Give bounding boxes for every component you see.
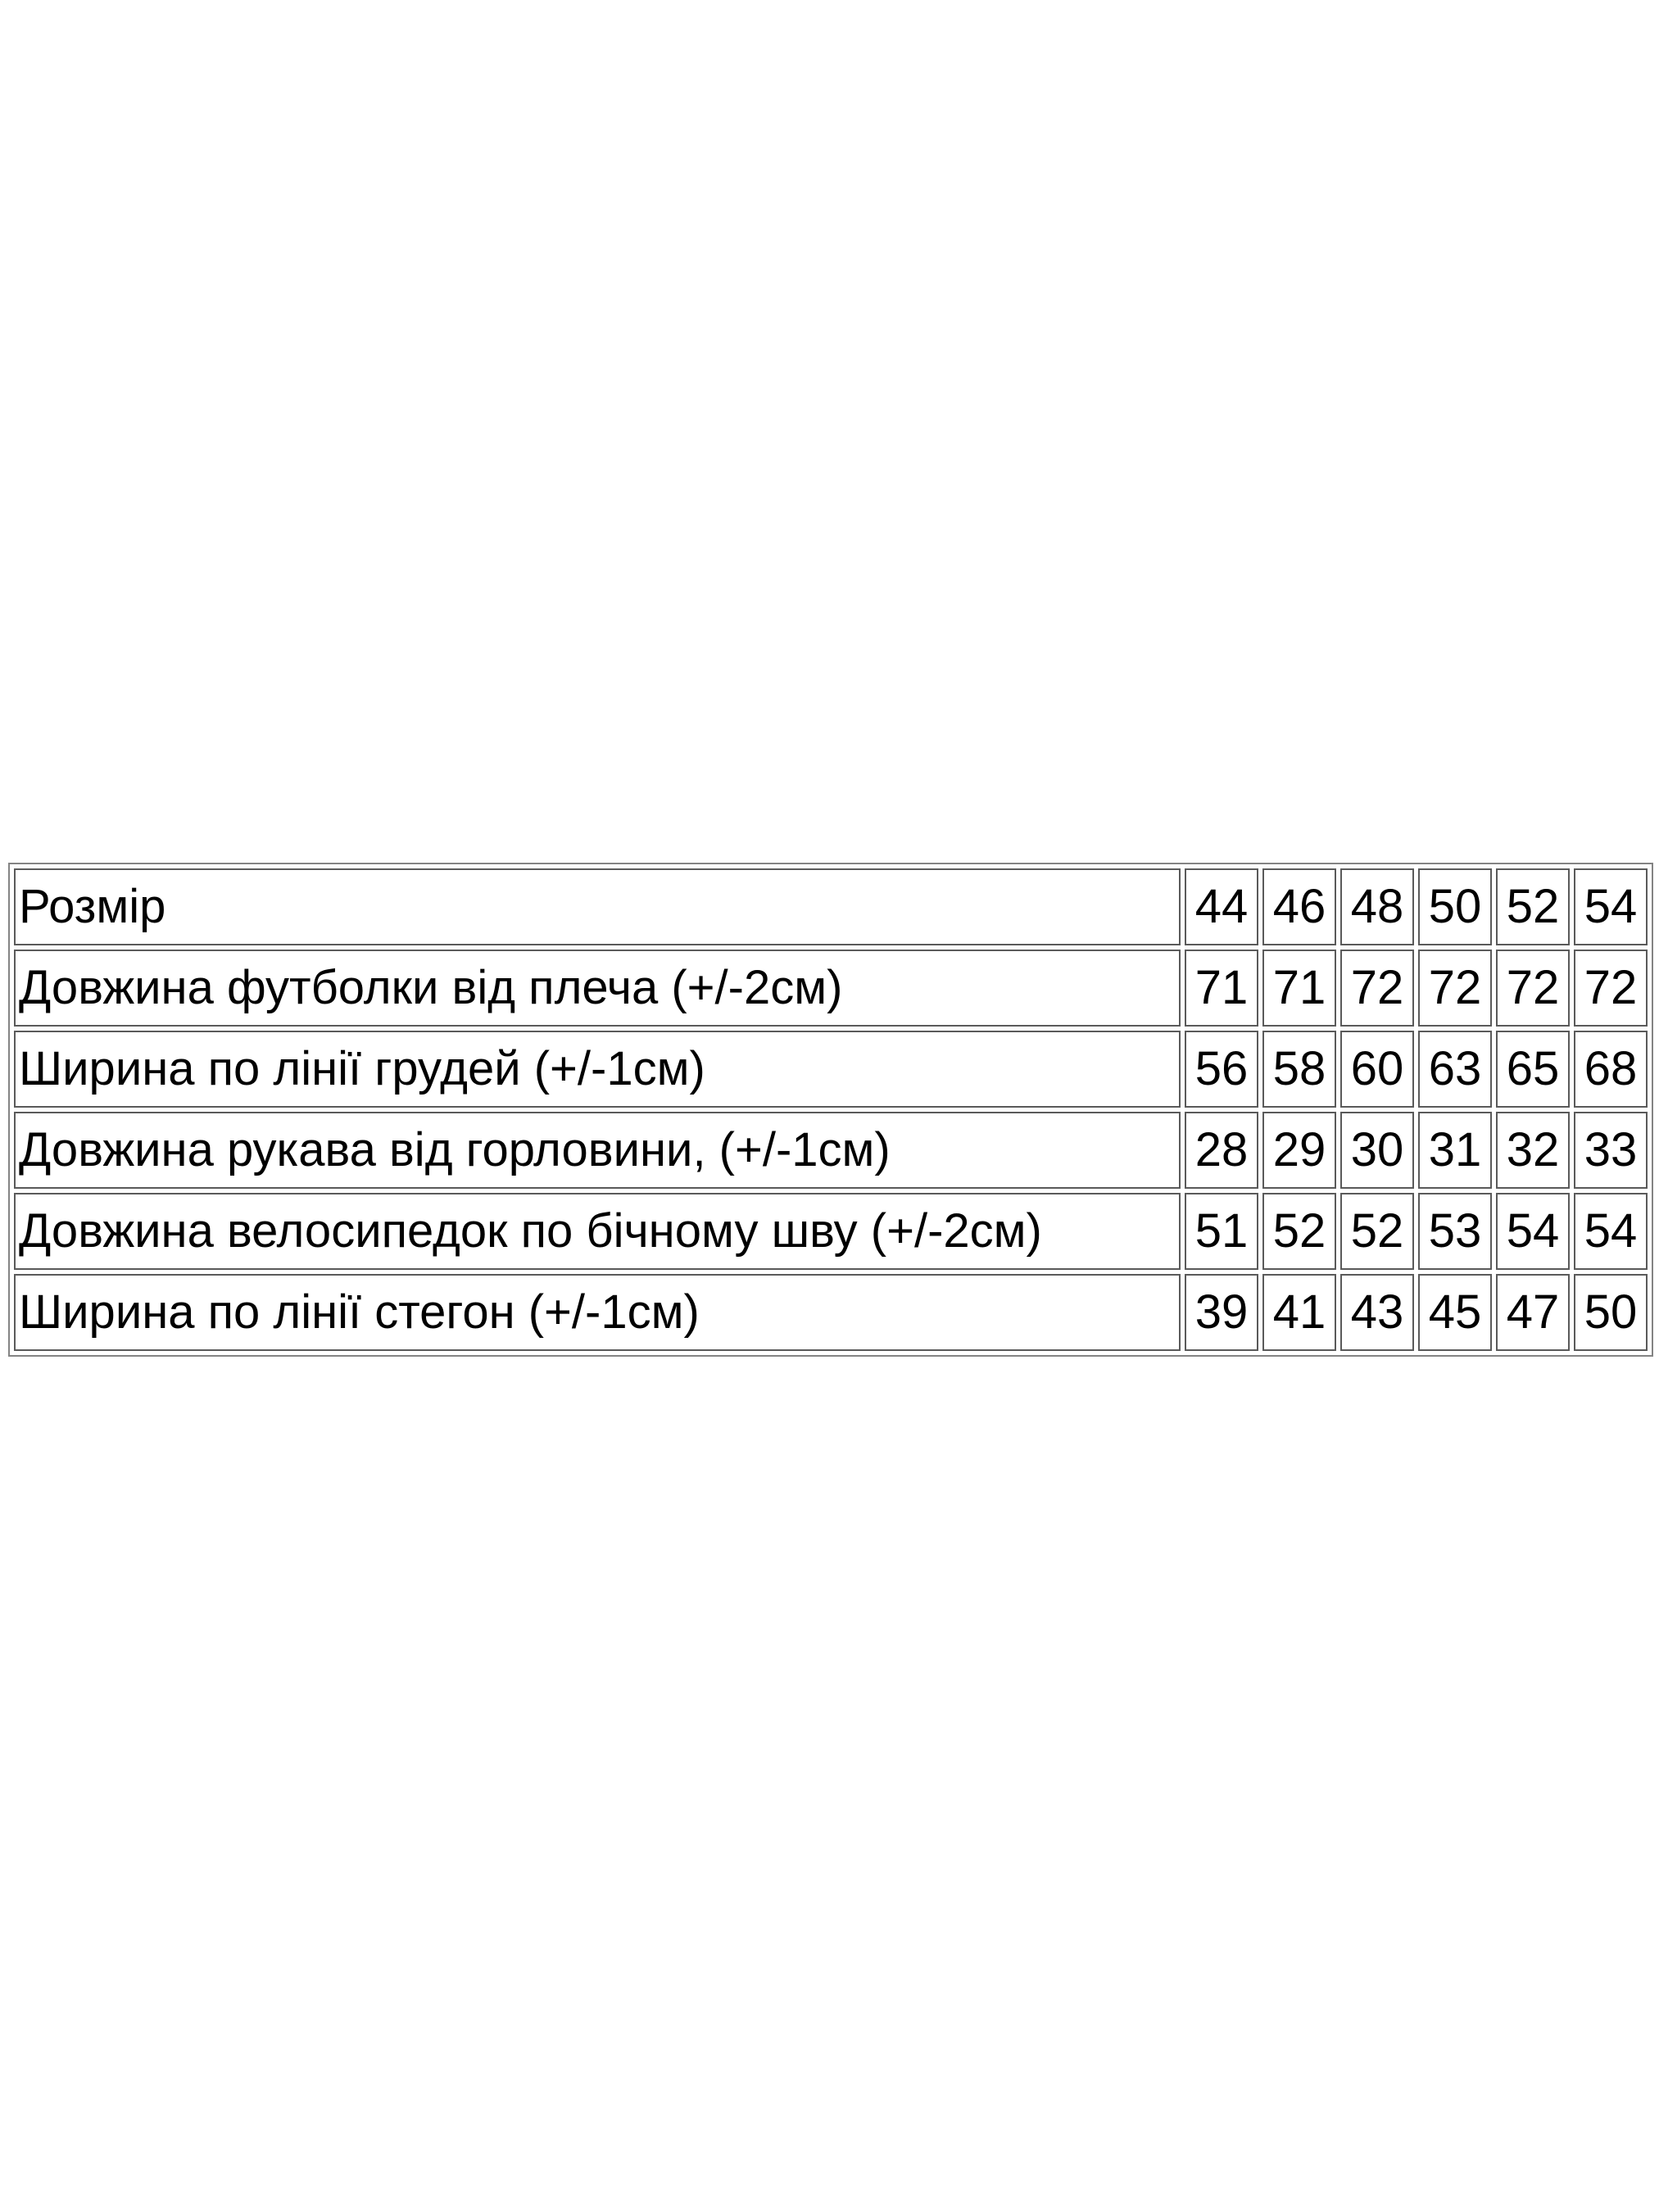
- measurement-value: 43: [1340, 1274, 1414, 1351]
- measurement-value: 51: [1185, 1193, 1258, 1270]
- measurement-value: 32: [1496, 1112, 1570, 1189]
- row-label-shorts-length: Довжина велосипедок по бічному шву (+/-2см): [14, 1193, 1181, 1270]
- measurement-value: 63: [1418, 1031, 1492, 1108]
- measurement-value: 45: [1418, 1274, 1492, 1351]
- size-value: 46: [1262, 868, 1336, 945]
- measurement-value: 53: [1418, 1193, 1492, 1270]
- row-label-size: Розмір: [14, 868, 1181, 945]
- measurement-value: 50: [1574, 1274, 1648, 1351]
- measurement-value: 56: [1185, 1031, 1258, 1108]
- table-row-chest-width: [14, 1031, 1648, 1108]
- measurement-value: 29: [1262, 1112, 1336, 1189]
- table-row-hip-width: [14, 1274, 1648, 1351]
- measurement-value: 65: [1496, 1031, 1570, 1108]
- measurement-value: 71: [1262, 950, 1336, 1027]
- measurement-value: 54: [1496, 1193, 1570, 1270]
- table-row-shorts-length: [14, 1193, 1648, 1270]
- table-row-sleeve-length: [14, 1112, 1648, 1189]
- measurement-value: 28: [1185, 1112, 1258, 1189]
- row-label-sleeve-length: Довжина рукава від горловини, (+/-1см): [14, 1112, 1181, 1189]
- row-label-shirt-length: Довжина футболки від плеча (+/-2см): [14, 950, 1181, 1027]
- measurement-value: 30: [1340, 1112, 1414, 1189]
- size-value: 48: [1340, 868, 1414, 945]
- measurement-value: 60: [1340, 1031, 1414, 1108]
- measurement-value: 33: [1574, 1112, 1648, 1189]
- measurement-value: 41: [1262, 1274, 1336, 1351]
- measurement-value: 68: [1574, 1031, 1648, 1108]
- measurement-value: 72: [1496, 950, 1570, 1027]
- size-value: 52: [1496, 868, 1570, 945]
- table-row-shirt-length: [14, 950, 1648, 1027]
- size-value: 50: [1418, 868, 1492, 945]
- measurement-value: 39: [1185, 1274, 1258, 1351]
- measurement-value: 54: [1574, 1193, 1648, 1270]
- measurement-value: 72: [1418, 950, 1492, 1027]
- size-value: 54: [1574, 868, 1648, 945]
- size-chart-table: [8, 863, 1653, 1357]
- size-chart-body: [14, 868, 1648, 1351]
- measurement-value: 31: [1418, 1112, 1492, 1189]
- measurement-value: 58: [1262, 1031, 1336, 1108]
- table-row-size: [14, 868, 1648, 945]
- measurement-value: 47: [1496, 1274, 1570, 1351]
- measurement-value: 52: [1262, 1193, 1336, 1270]
- measurement-value: 72: [1340, 950, 1414, 1027]
- measurement-value: 72: [1574, 950, 1648, 1027]
- measurement-value: 71: [1185, 950, 1258, 1027]
- measurement-value: 52: [1340, 1193, 1414, 1270]
- size-value: 44: [1185, 868, 1258, 945]
- row-label-hip-width: Ширина по лінії стегон (+/-1см): [14, 1274, 1181, 1351]
- row-label-chest-width: Ширина по лінії грудей (+/-1см): [14, 1031, 1181, 1108]
